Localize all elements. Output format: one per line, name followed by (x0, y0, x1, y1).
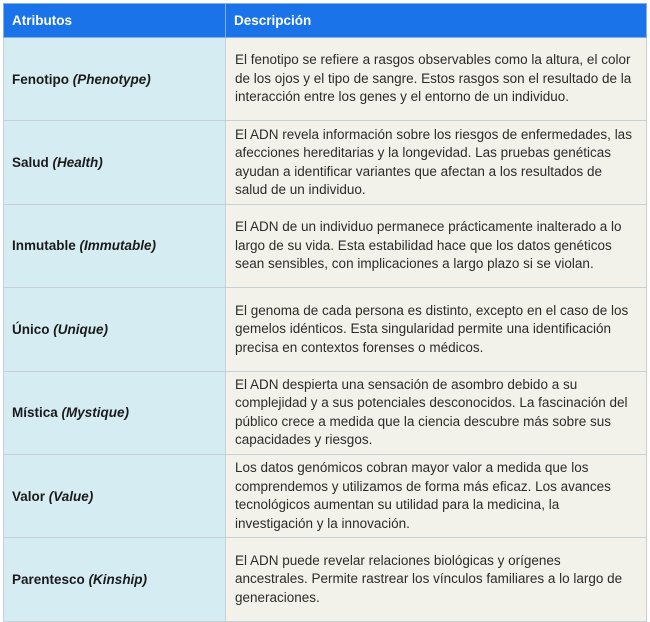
header-description: Descripción (226, 4, 647, 38)
description-cell: El ADN despierta una sensación de asombro debido a su complejidad y a sus potenciales desconocidos. La fascinación del público crece a medida que la ciencia descubre más sobre sus capacidades y riesgos. (226, 371, 647, 454)
attribute-term: Fenotipo (12, 71, 69, 87)
table-row (4, 204, 647, 287)
attribute-cell (4, 454, 226, 537)
attribute-cell (4, 538, 226, 621)
attribute-translation: (Phenotype) (72, 71, 151, 87)
table-row (4, 121, 647, 204)
attribute-term: Inmutable (12, 238, 76, 254)
attribute-translation: (Immutable) (79, 238, 157, 254)
description-cell: El genoma de cada persona es distinto, excepto en el caso de los gemelos idénticos. Esta singularidad permite una identificación precisa en contextos forenses o médicos. (226, 288, 647, 371)
attribute-term: Único (12, 321, 50, 337)
attribute-cell (4, 371, 226, 454)
table-row (4, 288, 647, 371)
table-row (4, 38, 647, 121)
attribute-term: Parentesco (12, 572, 85, 588)
table-row (4, 371, 647, 454)
attribute-translation: (Health) (52, 155, 103, 171)
attribute-cell (4, 204, 226, 287)
attribute-term: Valor (12, 488, 46, 504)
table-row (4, 538, 647, 621)
description-cell: El fenotipo se refiere a rasgos observables como la altura, el color de los ojos y el tipo de sangre. Estos rasgos son el resultado de la interacción entre los genes y el entorno de un individuo. (226, 38, 647, 121)
attribute-translation: (Value) (48, 488, 94, 504)
attribute-term: Mística (12, 405, 58, 421)
description-cell: El ADN puede revelar relaciones biológicas y orígenes ancestrales. Permite rastrear los vínculos familiares a lo largo de generaciones. (226, 538, 647, 621)
table-header-row (4, 4, 647, 38)
attributes-table-container (3, 3, 646, 619)
attribute-translation: (Unique) (53, 321, 109, 337)
attribute-term: Salud (12, 155, 49, 171)
attribute-translation: (Kinship) (88, 572, 148, 588)
attribute-cell (4, 288, 226, 371)
header-attributes: Atributos (4, 4, 226, 38)
table-row (4, 454, 647, 537)
attribute-translation: (Mystique) (61, 405, 130, 421)
description-cell: El ADN revela información sobre los riesgos de enfermedades, las afecciones hereditarias y la longevidad. Las pruebas genéticas ayudan a identificar variantes que afectan a los resultados de salud de un individuo. (226, 121, 647, 204)
attribute-cell (4, 121, 226, 204)
attribute-cell (4, 38, 226, 121)
description-cell: Los datos genómicos cobran mayor valor a medida que los comprendemos y utilizamos de forma más eficaz. Los avances tecnológicos aumentan su utilidad para la medicina, la investigación y la innovación. (226, 454, 647, 537)
description-cell: El ADN de un individuo permanece prácticamente inalterado a lo largo de su vida. Esta estabilidad hace que los datos genéticos sean sensibles, con implicaciones a largo plazo si se violan. (226, 204, 647, 287)
attributes-table (3, 3, 647, 622)
